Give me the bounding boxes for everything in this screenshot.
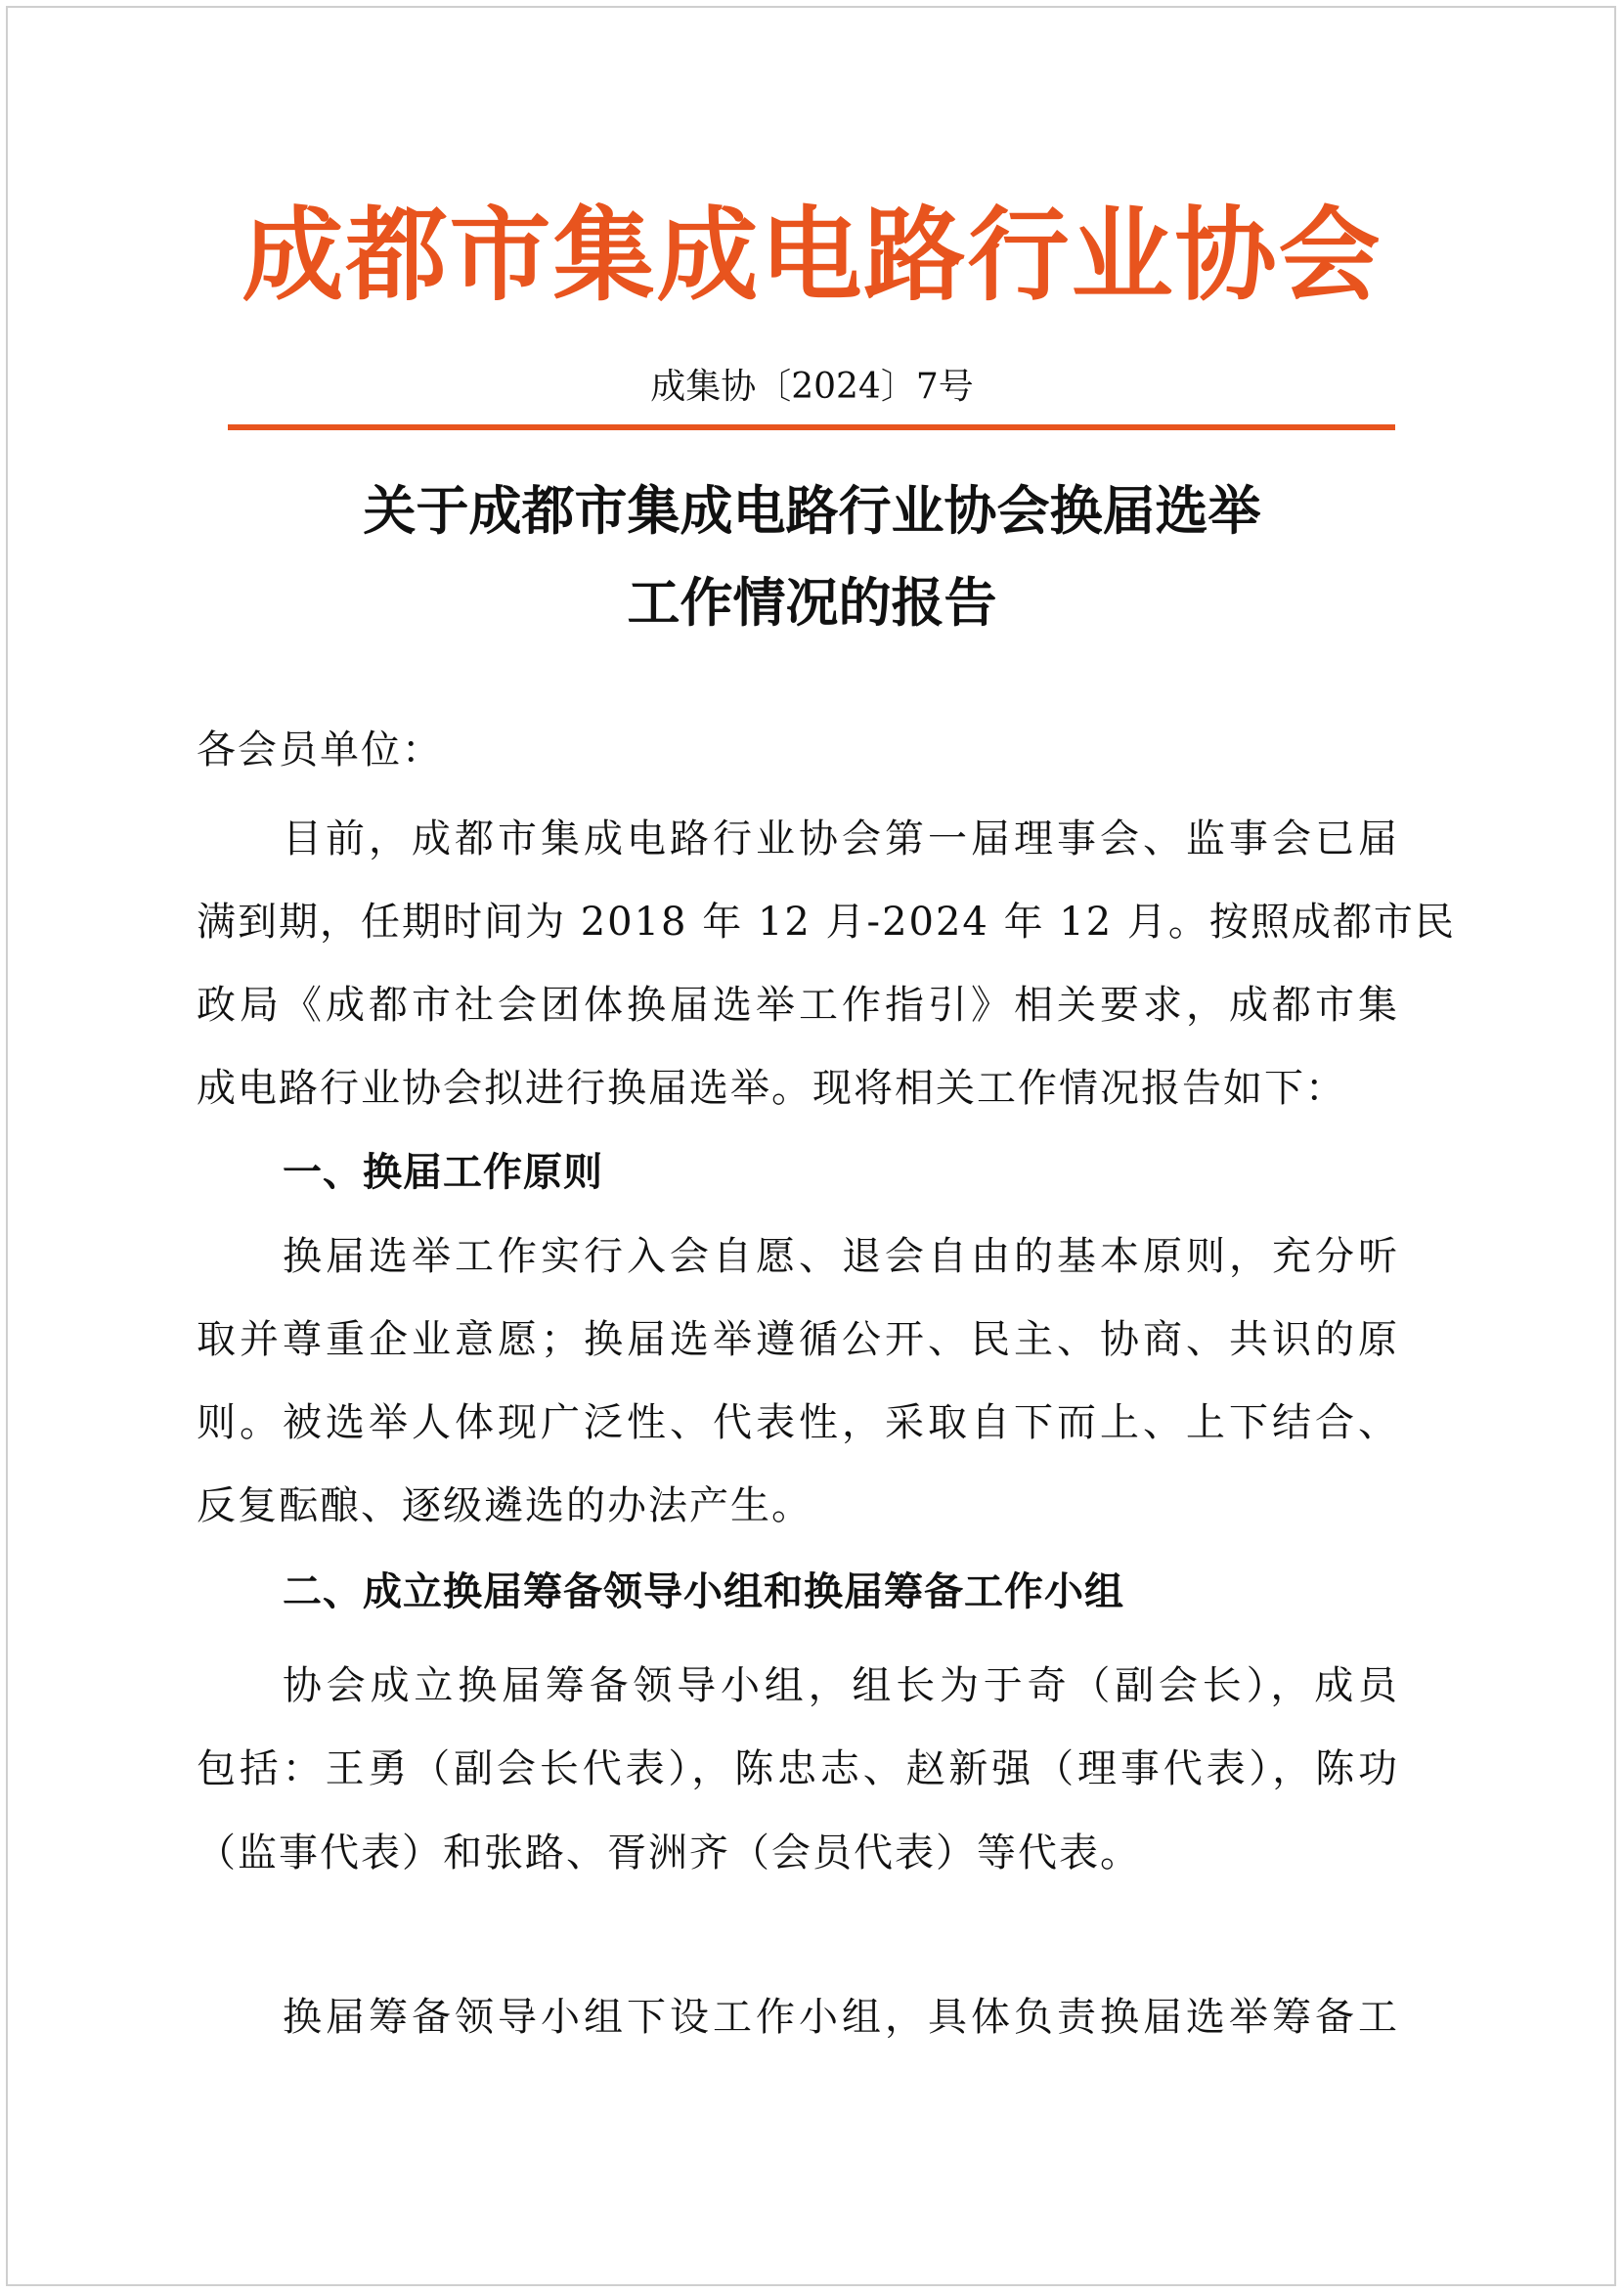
section-1-line-1: 换届选举工作实行入会自愿、退会自由的基本原则，充分听 <box>283 1234 1399 1279</box>
section-2-line-2: 包括：王勇（副会长代表），陈忠志、赵新强（理事代表），陈功 <box>197 1746 1399 1791</box>
section-1-line-2: 取并尊重企业意愿；换届选举遵循公开、民主、协商、共识的原 <box>197 1317 1399 1362</box>
section-1-heading: 一、换届工作原则 <box>283 1150 603 1195</box>
section-1-line-3: 则。被选举人体现广泛性、代表性，采取自下而上、上下结合、 <box>197 1400 1399 1445</box>
section-2-line-1: 协会成立换届筹备领导小组，组长为于奇（副会长），成员 <box>283 1663 1399 1708</box>
paragraph-1-line-3: 政局《成都市社会团体换届选举工作指引》相关要求，成都市集 <box>197 983 1399 1028</box>
paragraph-1-line-2: 满到期，任期时间为 2018 年 12 月-2024 年 12 月。按照成都市民 <box>197 900 1456 945</box>
report-title-line-2: 工作情况的报告 <box>627 571 997 634</box>
section-2-line-3: （监事代表）和张路、胥洲齐（会员代表）等代表。 <box>197 1831 1141 1875</box>
section-1-line-4: 反复酝酿、逐级遴选的办法产生。 <box>197 1483 812 1528</box>
paragraph-1-line-1: 目前，成都市集成电路行业协会第一届理事会、监事会已届 <box>283 816 1399 861</box>
section-2-heading: 二、成立换届筹备领导小组和换届筹备工作小组 <box>283 1569 1124 1614</box>
section-2-continuation-line: 换届筹备领导小组下设工作小组，具体负责换届选举筹备工 <box>283 1995 1399 2040</box>
document-number: 成集协〔2024〕7号 <box>650 367 974 407</box>
page-border <box>6 6 1616 2286</box>
report-title-line-1: 关于成都市集成电路行业协会换届选举 <box>363 479 1261 542</box>
organization-letterhead: 成都市集成电路行业协会 <box>241 196 1383 315</box>
red-divider-line <box>228 424 1395 430</box>
paragraph-1-line-4: 成电路行业协会拟进行换届选举。现将相关工作情况报告如下： <box>197 1066 1346 1111</box>
salutation: 各会员单位： <box>197 728 443 772</box>
